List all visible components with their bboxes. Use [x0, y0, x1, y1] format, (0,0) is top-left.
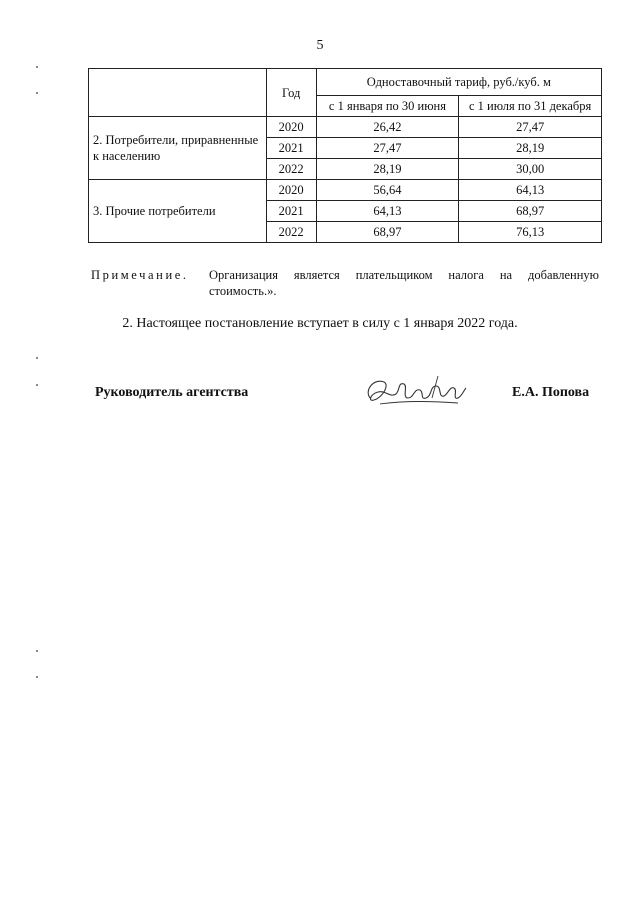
header-period-2: с 1 июля по 31 декабря — [459, 96, 602, 117]
scan-artifact — [36, 676, 38, 678]
value-cell: 26,42 — [316, 117, 459, 138]
handwritten-signature — [360, 368, 470, 416]
scan-artifact — [36, 66, 38, 68]
table-row — [89, 117, 602, 138]
value-cell: 64,13 — [459, 180, 602, 201]
value-cell: 64,13 — [316, 201, 459, 222]
note-label: Примечание. — [91, 268, 189, 282]
category-cell: 3. Прочие потребители — [89, 180, 267, 243]
year-cell: 2021 — [266, 201, 316, 222]
value-cell: 30,00 — [459, 159, 602, 180]
category-cell: 2. Потребители, приравненные к населению — [89, 117, 267, 180]
header-tariff: Одноставочный тариф, руб./куб. м — [316, 69, 601, 96]
table-row — [89, 180, 602, 201]
year-cell: 2022 — [266, 159, 316, 180]
value-cell: 68,97 — [316, 222, 459, 243]
page-number: 5 — [316, 38, 324, 53]
value-cell: 28,19 — [316, 159, 459, 180]
value-cell: 76,13 — [459, 222, 602, 243]
year-cell: 2021 — [266, 138, 316, 159]
header-empty-cell — [89, 69, 267, 117]
value-cell: 28,19 — [459, 138, 602, 159]
year-cell: 2022 — [266, 222, 316, 243]
tariff-table — [88, 68, 602, 243]
header-period-1: с 1 января по 30 июня — [316, 96, 459, 117]
effective-date-clause: 2. Настоящее постановление вступает в силу с 1 января 2022 года. — [122, 316, 518, 331]
scan-artifact — [36, 357, 38, 359]
year-cell: 2020 — [266, 117, 316, 138]
value-cell: 27,47 — [459, 117, 602, 138]
value-cell: 27,47 — [316, 138, 459, 159]
signatory-name: Е.А. Попова — [512, 385, 590, 400]
signatory-title: Руководитель агентства — [95, 385, 249, 400]
value-cell: 56,64 — [316, 180, 459, 201]
value-cell: 68,97 — [459, 201, 602, 222]
note-text: Организация является плательщиком налога на добавленную стоимость.». — [209, 268, 599, 298]
scan-artifact — [36, 92, 38, 94]
header-year: Год — [266, 69, 316, 117]
scan-artifact — [36, 650, 38, 652]
scan-artifact — [36, 384, 38, 386]
year-cell: 2020 — [266, 180, 316, 201]
table-header-row — [89, 69, 602, 96]
